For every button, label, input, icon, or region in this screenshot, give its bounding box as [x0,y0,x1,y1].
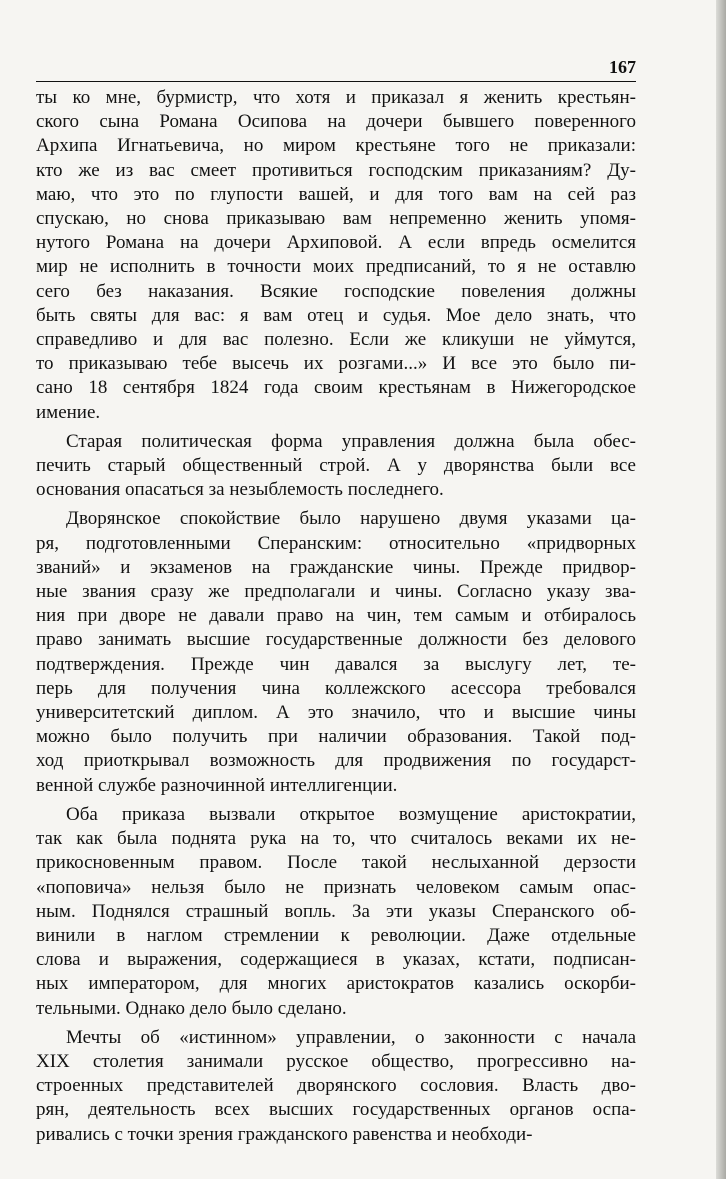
page-edge [716,0,726,1179]
text-line: ты ко мне, бурмистр, что хотя и приказал я женить крестьян- [36,87,636,108]
text-line: быть святы для вас: я вам отец и судья. Мое дело знать, что [36,304,636,326]
text-line: сано 18 сентября 1824 года своим крестьянам в Нижегородское [36,377,636,399]
text-line: подтверждения. Прежде чин давался за выслугу лет, те- [36,653,636,675]
text-line: можно было получить при наличии образования. Такой под- [36,726,636,748]
text-line: университетский диплом. А это значило, что и высшие чины [36,702,636,724]
paragraph [36,430,636,503]
text-line: ского сына Романа Осипова на дочери бывшего поверенного [36,111,636,133]
page-number: 167 [609,57,636,77]
text-line: слова и выражения, содержащиеся в указах, кстати, подписан- [36,949,636,971]
text-line: венной службе разночинной интеллигенции. [36,774,398,796]
text-line: ным. Поднялся страшный вопль. За эти указы Сперанского об- [36,900,636,922]
text-line: нутого Романа на дочери Архиповой. А если впредь осмелится [36,232,636,254]
text-line: то приказываю тебе высечь их розгами...» И все это было пи- [36,353,636,375]
paragraph [36,86,636,425]
text-line: так как была поднята рука на то, что считалось веками их не- [36,828,636,850]
text-line: винили в наглом стремлении к революции. Даже отдельные [36,924,636,946]
text-line: имение. [36,401,101,423]
text-line: Мечты об «истинном» управлении, о законности с начала [66,1026,636,1048]
text-line: «поповича» нельзя было не признать человеком самым опас- [36,876,636,898]
text-line: тельными. Однако дело было сделано. [36,997,347,1019]
body-text [36,86,636,1147]
text-line: Старая политическая форма управления должна была обес- [66,430,636,452]
paragraph [36,507,636,797]
text-line: XIX столетия занимали русское общество, прогрессивно на- [36,1050,636,1072]
text-line: Дворянское спокойствие было нарушено двумя указами ца- [66,508,636,530]
text-line: ные звания сразу же предполагали и чины. Согласно указу зва- [36,581,636,603]
text-line: ния при дворе не давали право на чин, тем самым и отбиралось [36,605,636,627]
text-line: ривались с точки зрения гражданского равенства и необходи- [36,1123,533,1145]
text-line: прикосновенным правом. После такой неслыханной дерзости [36,852,636,874]
paragraph [36,803,636,1021]
text-line: званий» и экзаменов на гражданские чины. Прежде придвор- [36,556,636,578]
header-rule [36,81,636,82]
text-line: ход приоткрывал возможность для продвижения по государст- [36,750,636,772]
text-line: спускаю, но снова приказываю вам непременно женить упомя- [36,208,636,230]
text-line: Архипа Игнатьевича, но миром крестьяне того не приказали: [36,135,636,157]
text-line: кто же из вас смеет противиться господским приказаниям? Ду- [36,159,636,181]
text-line: рян, деятельность всех высших государственных органов оспа- [36,1099,636,1121]
text-line: ря, подготовленными Сперанским: относительно «придворных [36,532,636,554]
text-line: перь для получения чина коллежского асессора требовался [36,677,636,699]
text-line: ных императором, для многих аристократов казались оскорби- [36,973,636,995]
text-line: сего без наказания. Всякие господские повеления должны [36,280,636,302]
text-line: маю, что это по глупости вашей, и для того вам на сей раз [36,183,636,205]
text-line: основания опасаться за незыблемость последнего. [36,479,444,501]
text-line: справедливо и для вас полезно. Если же кликуши не уймутся, [36,329,636,351]
text-line: печить старый общественный строй. А у дворянства были все [36,455,636,477]
text-line: мир не исполнить в точности моих предписаний, то я не оставлю [36,256,636,278]
paragraph [36,1026,636,1147]
text-line: Оба приказа вызвали открытое возмущение аристократии, [66,803,636,825]
text-line: право занимать высшие государственные должности без делового [36,629,636,651]
text-line: строенных представителей дворянского сословия. Власть дво- [36,1075,636,1097]
